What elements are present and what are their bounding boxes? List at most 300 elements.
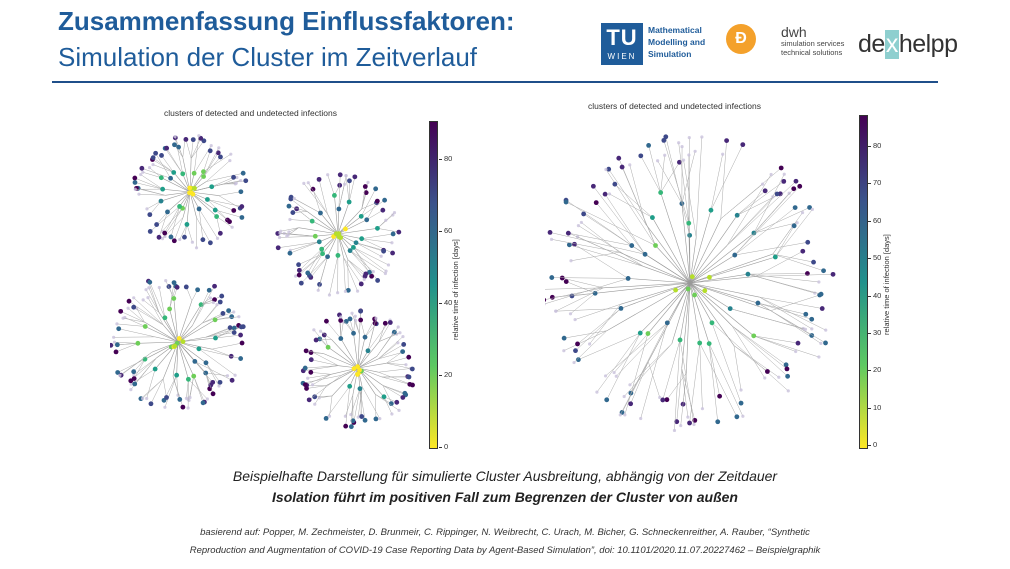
tree-edge: [361, 200, 384, 216]
infection-node: [664, 397, 669, 402]
tree-edge: [278, 242, 319, 248]
reference-line2: Reproduction and Augmentation of COVID-19 Case Reporting Data by Agent-Based Simulation”, doi: 10.1101/2020.11.07.20227462 – Beispielgraphik: [189, 545, 821, 556]
tu-logo-line1: Mathematical: [648, 25, 702, 35]
infection-node: [728, 306, 733, 311]
infection-node: [218, 231, 223, 236]
infection-node: [562, 336, 567, 341]
undetected-node: [658, 396, 661, 399]
undetected-node: [673, 429, 676, 432]
infection-node: [238, 356, 243, 361]
infection-node: [374, 416, 379, 421]
tree-edge: [161, 192, 190, 201]
infection-node: [308, 370, 313, 375]
infection-node: [380, 208, 385, 213]
tree-edge: [709, 344, 743, 417]
infection-node: [218, 155, 223, 160]
undetected-node: [141, 171, 144, 174]
infection-node: [231, 208, 236, 213]
infection-node: [132, 176, 137, 181]
infection-node: [208, 240, 213, 245]
reference-line1: basierend auf: Popper, M. Zechmeister, D. Brunmeir, C. Rippinger, N. Weibrecht, C. Urach, M. Bicher, G. Schneckenreither, A. Rauber, “Synthetic: [200, 527, 810, 538]
infection-node: [347, 200, 352, 205]
undetected-node: [209, 296, 212, 299]
infection-node: [139, 166, 144, 171]
infection-node: [363, 184, 368, 189]
infection-node: [180, 171, 185, 176]
infection-node: [218, 300, 223, 305]
infection-node: [320, 251, 325, 256]
infection-node: [673, 288, 678, 293]
tree-edge: [307, 386, 327, 389]
tree-edge: [645, 224, 690, 283]
left-cluster-graph: [110, 122, 430, 447]
infection-node: [133, 180, 138, 185]
tree-edge: [562, 278, 603, 288]
infection-node: [168, 176, 173, 181]
tree-edge: [622, 167, 655, 245]
infection-node: [751, 333, 756, 338]
tree-edge: [377, 327, 398, 356]
infection-node: [299, 281, 304, 286]
undetected-node: [185, 397, 188, 400]
infection-node: [793, 205, 798, 210]
infection-node: [347, 178, 352, 183]
infection-node: [347, 384, 352, 389]
tree-edge: [771, 295, 820, 311]
infection-node: [147, 280, 152, 285]
infection-node: [304, 348, 309, 353]
infection-node: [373, 186, 378, 191]
infection-node: [303, 382, 308, 387]
undetected-node: [132, 296, 135, 299]
undetected-node: [613, 371, 616, 374]
tree-edge: [614, 334, 648, 373]
tree-edge: [737, 191, 765, 215]
undetected-node: [326, 173, 329, 176]
undetected-node: [619, 413, 622, 416]
tu-logo-line2: Modelling and: [648, 37, 706, 47]
tree-edge: [606, 169, 656, 245]
undetected-node: [397, 409, 400, 412]
tree-edge: [700, 343, 703, 409]
undetected-node: [628, 383, 631, 386]
undetected-node: [141, 397, 144, 400]
infection-node: [784, 362, 789, 367]
tree-edge: [143, 172, 162, 177]
infection-node: [612, 182, 617, 187]
undetected-node: [639, 417, 642, 420]
undetected-node: [739, 388, 742, 391]
tree-edge: [386, 352, 402, 364]
undetected-node: [288, 218, 291, 221]
infection-node: [734, 414, 739, 419]
infection-node: [351, 331, 356, 336]
undetected-node: [763, 376, 766, 379]
undetected-node: [306, 377, 309, 380]
infection-node: [638, 331, 643, 336]
infection-node: [805, 240, 810, 245]
undetected-node: [212, 301, 215, 304]
tree-edge: [217, 217, 221, 234]
infection-node: [401, 342, 406, 347]
infection-node: [199, 302, 204, 307]
dwh-logo-icon: Ɖ: [726, 24, 756, 54]
infection-node: [307, 397, 312, 402]
tree-edge: [624, 344, 672, 397]
undetected-node: [770, 173, 773, 176]
infection-node: [400, 349, 405, 354]
dex-pre: de: [858, 30, 885, 58]
infection-node: [653, 243, 658, 248]
tree-edge: [199, 209, 203, 240]
infection-node: [167, 307, 172, 312]
undetected-node: [390, 412, 393, 415]
infection-node: [174, 373, 179, 378]
undetected-node: [804, 328, 807, 331]
infection-node: [756, 301, 761, 306]
undetected-node: [393, 211, 396, 214]
undetected-node: [328, 415, 331, 418]
undetected-node: [191, 241, 194, 244]
tree-edge: [365, 319, 375, 337]
tree-edge: [571, 252, 619, 261]
tree-edge: [178, 305, 201, 342]
infection-node: [154, 222, 159, 227]
infection-node: [628, 401, 633, 406]
infection-node: [811, 260, 816, 265]
dexhelpp-logo: [858, 30, 957, 59]
infection-node: [732, 253, 737, 258]
infection-node: [213, 317, 218, 322]
infection-node: [207, 288, 212, 293]
tree-edge: [658, 161, 682, 204]
infection-node: [794, 179, 799, 184]
tree-edge: [754, 336, 819, 357]
infection-node: [159, 153, 164, 158]
infection-node: [809, 317, 814, 322]
undetected-node: [569, 259, 572, 262]
tree-edge: [367, 201, 378, 220]
undetected-node: [339, 315, 342, 318]
undetected-node: [580, 221, 583, 224]
undetected-node: [604, 168, 607, 171]
infection-node: [143, 324, 148, 329]
infection-node: [190, 192, 195, 197]
undetected-node: [550, 238, 553, 241]
tree-edge: [195, 361, 213, 382]
tree-edge: [150, 201, 161, 215]
infection-node: [147, 212, 152, 217]
infection-node: [363, 335, 368, 340]
tree-edge: [212, 177, 234, 186]
infection-node: [823, 341, 828, 346]
infection-node: [348, 248, 353, 253]
tree-edge: [607, 333, 641, 400]
tree-edge: [307, 385, 326, 386]
tree-edge: [219, 196, 241, 209]
infection-node: [593, 291, 598, 296]
infection-node: [212, 284, 217, 289]
undetected-node: [354, 315, 357, 318]
infection-node: [619, 306, 624, 311]
tree-edge: [119, 329, 155, 337]
infection-node: [709, 208, 714, 213]
tree-edge: [207, 199, 241, 206]
infection-node: [159, 199, 164, 204]
infection-node: [629, 243, 634, 248]
tu-logo-text: [648, 24, 705, 60]
undetected-node: [127, 307, 130, 310]
tree-edge: [690, 343, 700, 423]
infection-node: [240, 215, 245, 220]
infection-node: [364, 217, 369, 222]
infection-node: [276, 245, 281, 250]
infection-node: [177, 397, 182, 402]
undetected-node: [312, 328, 315, 331]
infection-node: [157, 235, 162, 240]
infection-node: [213, 336, 218, 341]
tree-edge: [329, 255, 337, 295]
undetected-node: [228, 159, 231, 162]
infection-node: [781, 179, 786, 184]
infection-node: [110, 343, 113, 348]
tree-edge: [350, 251, 373, 272]
infection-node: [343, 424, 348, 429]
tree-edge: [163, 189, 190, 192]
tree-edge: [379, 369, 411, 373]
infection-node: [172, 280, 177, 285]
infection-node: [575, 342, 580, 347]
infection-node: [358, 318, 363, 323]
undetected-node: [783, 173, 786, 176]
colorbar-tick: 10: [873, 402, 882, 412]
undetected-node: [344, 290, 347, 293]
undetected-node: [294, 274, 297, 277]
infection-node: [381, 249, 386, 254]
infection-node: [402, 391, 407, 396]
infection-node: [390, 251, 395, 256]
undetected-node: [147, 286, 150, 289]
infection-node: [603, 192, 608, 197]
infection-node: [410, 367, 415, 372]
infection-node: [388, 320, 393, 325]
tree-edge: [361, 320, 365, 337]
tree-edge: [378, 344, 403, 358]
tree-edge: [153, 158, 174, 173]
infection-node: [707, 341, 712, 346]
tree-edge: [173, 376, 180, 399]
tree-edge: [178, 301, 192, 342]
undetected-node: [573, 318, 576, 321]
undetected-node: [206, 397, 209, 400]
undetected-node: [142, 298, 145, 301]
undetected-node: [569, 312, 572, 315]
left-colorbar-label: relative time of infection [days]: [451, 239, 460, 340]
tree-edge: [344, 257, 362, 284]
tree-edge: [341, 322, 344, 339]
undetected-node: [350, 312, 353, 315]
undetected-node: [302, 182, 305, 185]
infection-node: [717, 394, 722, 399]
infection-node: [325, 254, 330, 259]
infection-node: [182, 235, 187, 240]
infection-node: [382, 198, 387, 203]
infection-node: [216, 150, 221, 155]
infection-node: [785, 374, 790, 379]
infection-node: [184, 285, 189, 290]
undetected-node: [623, 395, 626, 398]
infection-node: [201, 400, 206, 405]
infection-node: [564, 279, 569, 284]
tree-edge: [735, 242, 808, 255]
tree-edge: [195, 361, 232, 380]
infection-node: [338, 336, 343, 341]
infection-node: [338, 172, 343, 177]
infection-node: [191, 137, 196, 142]
infection-node: [702, 288, 707, 293]
infection-node: [184, 137, 189, 142]
tree-edge: [186, 139, 191, 158]
tree-edge: [677, 368, 682, 421]
tree-edge: [775, 226, 794, 257]
infection-node: [739, 401, 744, 406]
tree-edge: [690, 233, 754, 283]
undetected-node: [279, 230, 282, 233]
infection-node: [363, 272, 368, 277]
tree-edge: [344, 257, 346, 291]
undetected-node: [356, 290, 359, 293]
right-plot-title: clusters of detected and undetected infections: [588, 101, 761, 111]
tree-edge: [291, 199, 307, 212]
infection-node: [197, 207, 202, 212]
infection-node: [352, 366, 357, 371]
infection-node: [359, 282, 364, 287]
tree-edge: [566, 282, 595, 294]
undetected-node: [682, 159, 685, 162]
undetected-node: [680, 145, 683, 148]
infection-node: [192, 171, 197, 176]
infection-node: [724, 138, 729, 143]
tree-edge: [748, 274, 807, 275]
tree-edge: [649, 145, 661, 192]
tree-edge: [758, 303, 812, 319]
infection-node: [359, 214, 364, 219]
infection-node: [697, 341, 702, 346]
undetected-node: [562, 349, 565, 352]
undetected-node: [663, 154, 666, 157]
tree-edge: [354, 333, 358, 368]
colorbar-tick: 50: [873, 253, 882, 263]
tree-edge: [311, 372, 331, 374]
infection-node: [638, 153, 643, 158]
infection-node: [165, 210, 170, 215]
infection-node: [239, 204, 244, 209]
tree-edge: [320, 213, 338, 234]
undetected-node: [195, 246, 198, 249]
tree-edge: [143, 379, 164, 399]
undetected-node: [217, 146, 220, 149]
infection-node: [400, 395, 405, 400]
infection-node: [309, 357, 314, 362]
undetected-node: [577, 224, 580, 227]
tree-edge: [711, 154, 723, 210]
infection-node: [171, 170, 176, 175]
infection-node: [686, 221, 691, 226]
tree-edge: [134, 307, 164, 325]
infection-node: [336, 253, 341, 258]
infection-node: [151, 155, 156, 160]
tree-edge: [754, 336, 796, 352]
infection-node: [687, 233, 692, 238]
undetected-node: [687, 153, 690, 156]
infection-node: [288, 251, 293, 256]
infection-node: [819, 292, 824, 297]
infection-node: [594, 200, 599, 205]
infection-node: [391, 232, 396, 237]
infection-node: [359, 236, 364, 241]
infection-node: [230, 378, 235, 383]
undetected-node: [692, 423, 695, 426]
infection-node: [177, 204, 182, 209]
infection-node: [375, 199, 380, 204]
undetected-node: [210, 144, 213, 147]
left-colorbar: [429, 121, 438, 449]
undetected-node: [344, 174, 347, 177]
tree-edge: [171, 206, 180, 236]
tree-edge: [700, 343, 737, 417]
tree-edge: [135, 358, 157, 384]
undetected-node: [817, 280, 820, 283]
undetected-node: [164, 279, 167, 282]
infection-node: [116, 326, 121, 331]
caption-line1: Beispielhafte Darstellung für simulierte Cluster Ausbreitung, abhängig von der Zeitdauer: [232, 468, 778, 484]
infection-node: [164, 146, 169, 151]
infection-node: [396, 230, 401, 235]
undetected-node: [374, 317, 377, 320]
tree-edge: [183, 139, 185, 157]
infection-node: [303, 366, 308, 371]
infection-node: [375, 226, 380, 231]
undetected-node: [216, 237, 219, 240]
colorbar-tick: 20: [873, 365, 882, 375]
infection-node: [211, 391, 216, 396]
infection-node: [313, 234, 318, 239]
infection-node: [114, 350, 119, 355]
infection-node: [197, 346, 202, 351]
infection-node: [287, 204, 292, 209]
undetected-node: [694, 150, 697, 153]
tree-edge: [332, 339, 358, 368]
infection-node: [208, 148, 213, 153]
undetected-node: [572, 361, 575, 364]
tree-edge: [147, 201, 161, 209]
tree-edge: [756, 251, 803, 276]
undetected-node: [278, 236, 281, 239]
undetected-node: [390, 241, 393, 244]
infection-node: [573, 348, 578, 353]
undetected-node: [118, 374, 121, 377]
undetected-node: [363, 278, 366, 281]
tree-edge: [709, 344, 719, 397]
tree-edge: [756, 274, 833, 276]
infection-node: [177, 336, 182, 341]
infection-node: [349, 424, 354, 429]
undetected-node: [121, 317, 124, 320]
left-plot-title: clusters of detected and undetected infections: [164, 108, 337, 118]
dex-x: x: [885, 30, 898, 58]
infection-node: [219, 294, 224, 299]
tree-edge: [362, 234, 393, 239]
